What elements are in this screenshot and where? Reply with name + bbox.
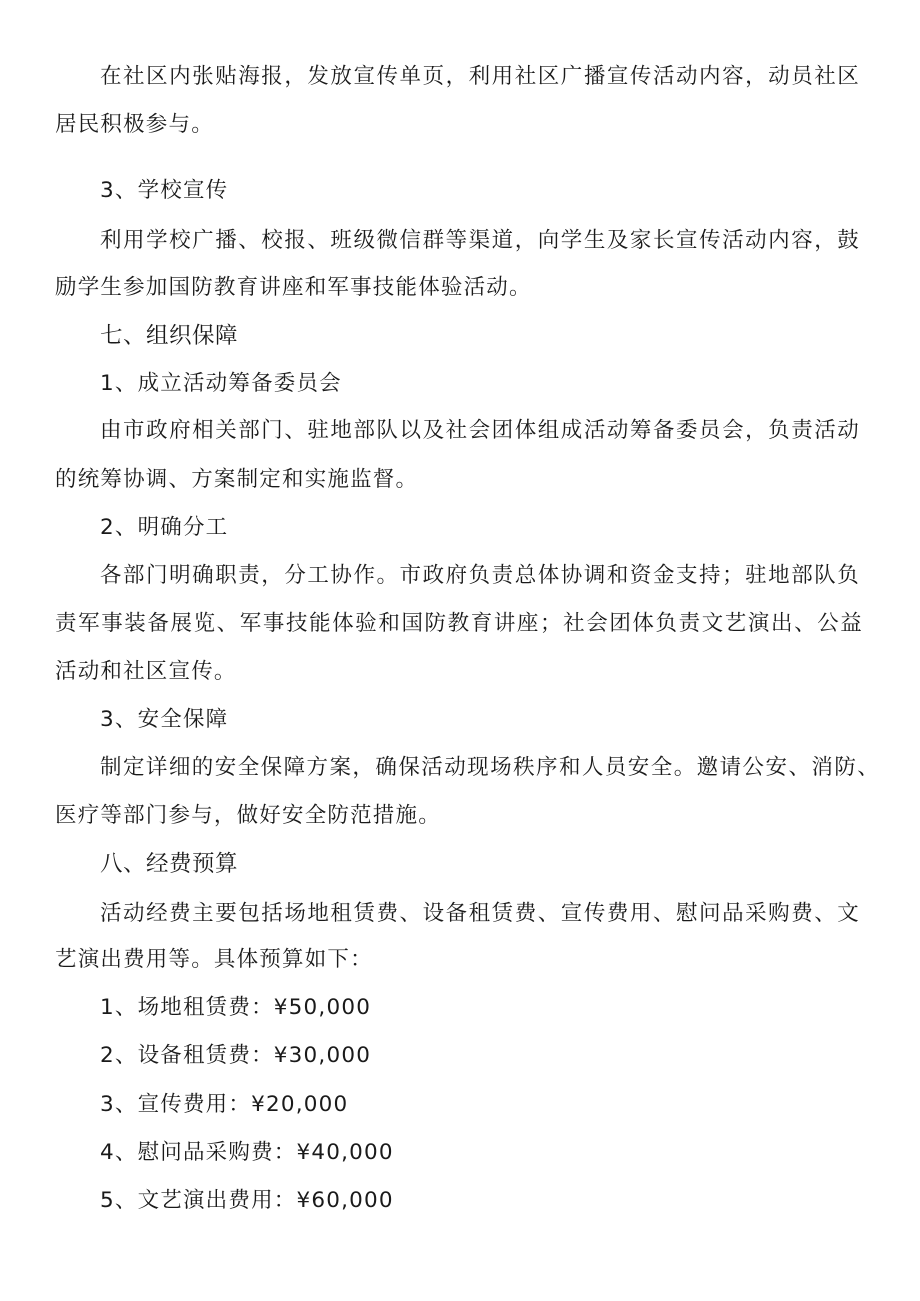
budget-item-publicity: 3、宣传费用：¥20,000 (100, 1092, 349, 1117)
org-division-heading: 2、明确分工 (100, 515, 229, 540)
section-8-title: 八、经费预算 (100, 851, 239, 877)
school-paragraph-line-2: 励学生参加国防教育讲座和军事技能体验活动。 (55, 275, 532, 300)
org-committee-heading: 1、成立活动筹备委员会 (100, 371, 342, 396)
budget-item-gifts: 4、慰问品采购费：¥40,000 (100, 1140, 394, 1165)
org-safety-heading: 3、安全保障 (100, 707, 229, 732)
budget-item-venue: 1、场地租赁费：¥50,000 (100, 995, 372, 1020)
school-paragraph-line-1: 利用学校广播、校报、班级微信群等渠道，向学生及家长宣传活动内容，鼓 (100, 228, 860, 253)
school-publicity-heading: 3、学校宣传 (100, 178, 229, 203)
org-division-paragraph-line-1: 各部门明确职责，分工协作。市政府负责总体协调和资金支持；驻地部队负 (100, 563, 860, 588)
community-paragraph-line-1: 在社区内张贴海报，发放宣传单页，利用社区广播宣传活动内容，动员社区 (100, 64, 860, 89)
org-division-paragraph-line-2: 责军事装备展览、军事技能体验和国防教育讲座；社会团体负责文艺演出、公益 (55, 611, 863, 636)
budget-item-performance: 5、文艺演出费用：¥60,000 (100, 1188, 394, 1213)
community-paragraph-line-2: 居民积极参与。 (55, 112, 214, 137)
org-division-paragraph-line-3: 活动和社区宣传。 (55, 659, 237, 684)
budget-paragraph-line-2: 艺演出费用等。具体预算如下： (55, 947, 373, 972)
org-committee-paragraph-line-1: 由市政府相关部门、驻地部队以及社会团体组成活动筹备委员会，负责活动 (100, 418, 860, 443)
org-safety-paragraph-line-1: 制定详细的安全保障方案，确保活动现场秩序和人员安全。邀请公安、消防、 (100, 755, 880, 780)
budget-paragraph-line-1: 活动经费主要包括场地租赁费、设备租赁费、宣传费用、慰问品采购费、文 (100, 901, 860, 926)
org-safety-paragraph-line-2: 医疗等部门参与，做好安全防范措施。 (55, 803, 441, 828)
section-7-title: 七、组织保障 (100, 323, 239, 349)
org-committee-paragraph-line-2: 的统筹协调、方案制定和实施监督。 (55, 467, 419, 492)
budget-item-equipment: 2、设备租赁费：¥30,000 (100, 1043, 372, 1068)
